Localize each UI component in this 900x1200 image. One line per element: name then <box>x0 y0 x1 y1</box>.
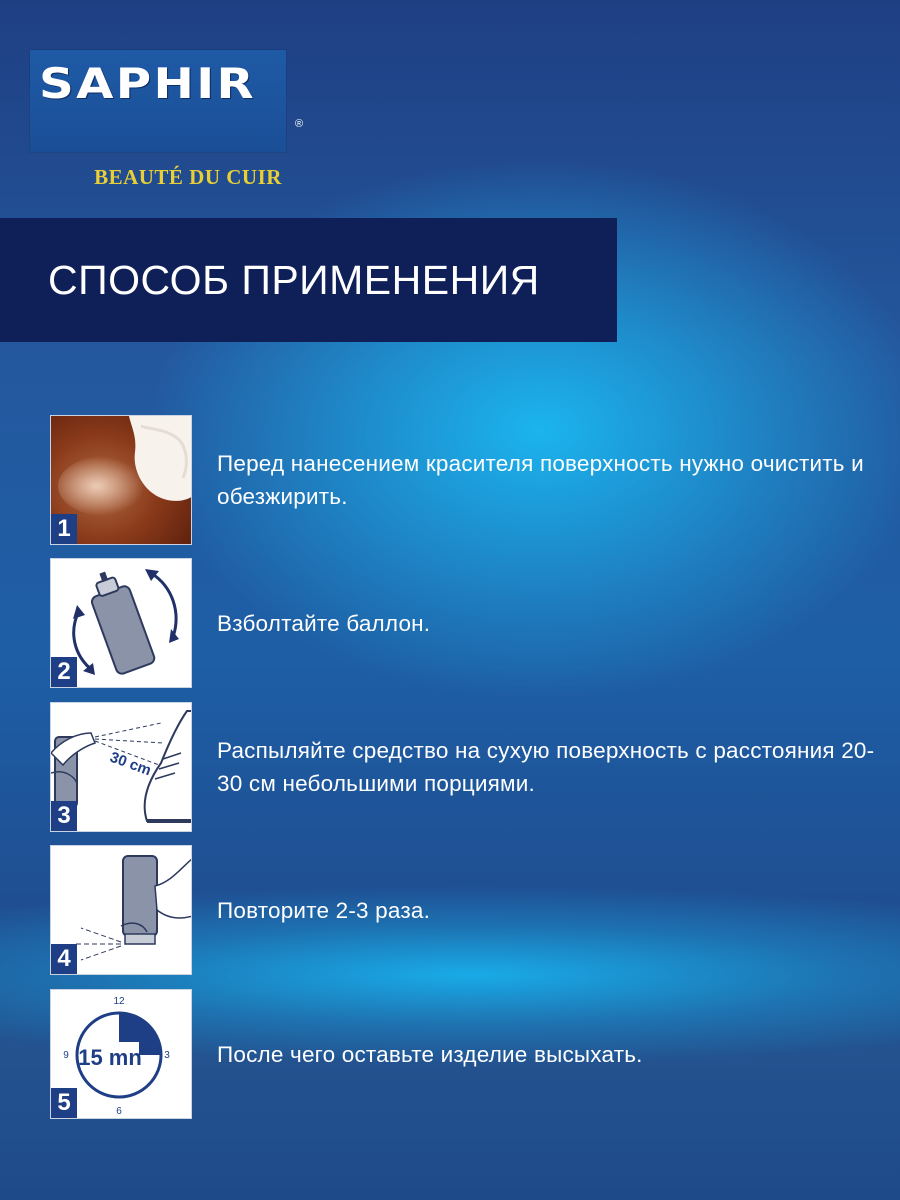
clock-number-9: 9 <box>63 1050 69 1061</box>
spray-repeat-icon <box>50 845 192 975</box>
step-text: После чего оставьте изделие высыхать. <box>217 1041 643 1067</box>
shake-can-icon <box>50 558 192 688</box>
cleaning-leather-photo <box>50 415 192 545</box>
step-text: Повторите 2-3 раза. <box>217 897 431 923</box>
step-1 <box>50 415 880 545</box>
clock-number-3: 3 <box>164 1050 170 1061</box>
step-4 <box>50 845 880 975</box>
section-title: СПОСОБ ПРИМЕНЕНИЯ <box>48 257 540 303</box>
step-number: 1 <box>51 514 77 544</box>
step-number: 4 <box>51 944 77 974</box>
step-3 <box>50 702 880 832</box>
spray-shoe-icon <box>50 702 192 832</box>
clock-number-12: 12 <box>113 996 125 1007</box>
saphir-logo <box>30 50 304 189</box>
step-text: Перед нанесением красителя поверхность нужно очистить и обезжирить. <box>217 451 864 509</box>
step-5 <box>50 989 880 1119</box>
section-title-bar <box>0 218 617 342</box>
logo-tagline: BEAUTÉ DU CUIR <box>94 165 282 189</box>
logo-wordmark: SAPHIR <box>39 59 256 108</box>
step-text: Распыляйте средство на сухую поверхность с расстояния 20-30 см небольшими порциями. <box>217 738 875 796</box>
step-text: Взболтайте баллон. <box>217 610 431 636</box>
step-2 <box>50 558 880 688</box>
step-number: 3 <box>51 801 77 831</box>
step-number: 5 <box>51 1088 77 1118</box>
distance-label: 30 cm <box>107 748 154 780</box>
clock-label: 15 mn <box>78 1045 142 1070</box>
step-number: 2 <box>51 657 77 687</box>
registered-mark: ® <box>295 118 304 130</box>
clock-icon <box>50 989 192 1119</box>
clock-number-6: 6 <box>116 1106 122 1117</box>
